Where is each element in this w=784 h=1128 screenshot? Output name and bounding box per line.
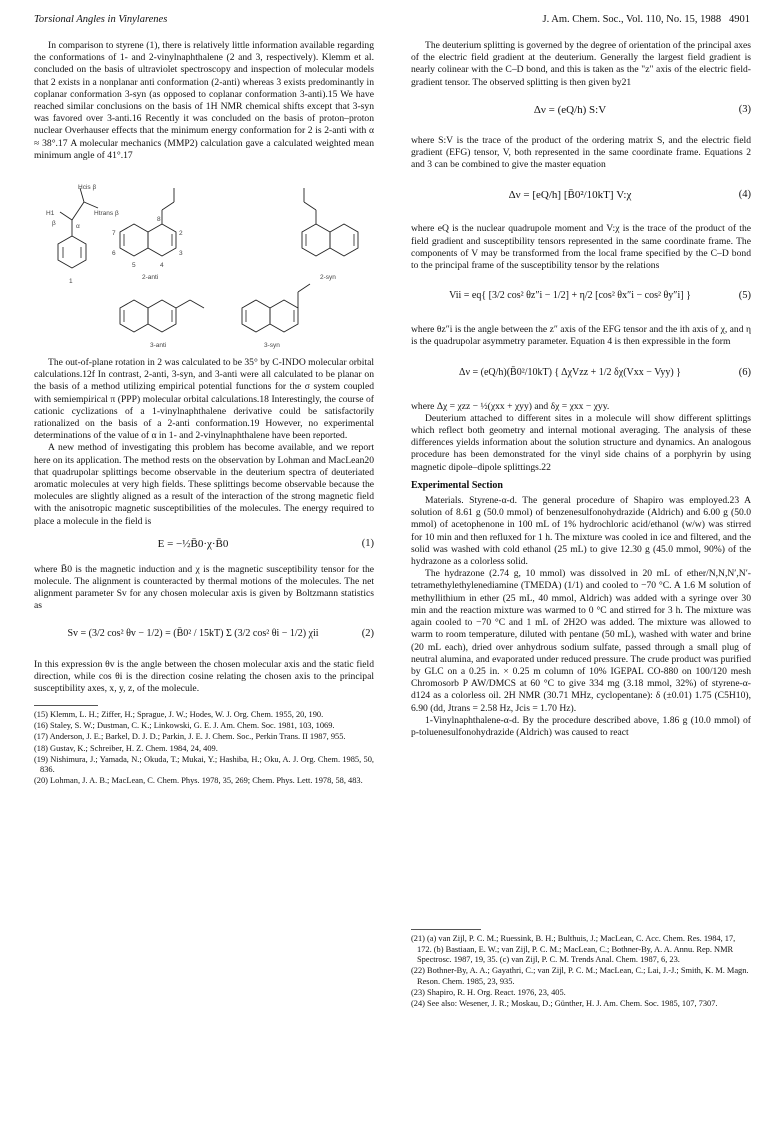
caption-2-syn: 2-syn	[320, 274, 336, 282]
section-heading: Experimental Section	[411, 479, 503, 491]
caption-3-syn: 3-syn	[264, 342, 280, 350]
paragraph: A new method of investigating this problem has become available, and we report here on its application. The method rests on the observation by Lohman and MacLean20 that quadrupolar splittings become observable in the deuterium spectra of deuteriated aromatic molecules at very high fields. These splittings become observable because the molecules are slightly aligned as a result of the interaction of the strong magnetic field with the anisotropic magnetic susceptibilities of the molecules. The energy required to place a molecule in the field is	[34, 442, 374, 527]
paragraph: Deuterium attached to different sites in a molecule will show different splittings which reflect both geometry and internal motional averaging. The analysis of these differences yields information about the solution structure and dynamics. An analogous procedure has been demonstrated for the vinyl side chains of a porphyrin by using magnetic dipole–dipole splittings.22	[411, 412, 751, 473]
paragraph: where S:V is the trace of the product of the ordering matrix S, and the electric field gradient (EFG) tensor, V, both represented in the same coordinate frame. Equations 2 and 3 can be combined to give the master equation	[411, 134, 751, 171]
label-7: 7	[112, 230, 116, 238]
journal-citation: J. Am. Chem. Soc., Vol. 110, No. 15, 1988 4901	[542, 14, 750, 25]
paragraph: where Δχ = χzz − ½(χxx + χyy) and δχ = χxx − χyy.	[411, 400, 610, 412]
footnote: (22) Bothner-By, A. A.; Gayathri, C.; van Zijl, P. C. M.; MacLean, C.; Lai, J.-J.; Smith, K. M. Magn. Reson. Chem. 1985, 23, 935.	[411, 966, 749, 986]
right-column	[411, 40, 751, 739]
page-number: 4901	[729, 14, 750, 25]
footnote: (21) (a) van Zijl, P. C. M.; Ruessink, B. H.; Bulthuis, J.; MacLean, C. Acc. Chem. Res. 1984, 17, 172. (b) Bastiaan, E. W.; van Zijl, P. C. M.; MacLean, C.; Bothner-By, A. A. Annu. Rep. NMR Spectrosc. 1987, 19, 35. (c) van Zijl, P. C. M. Trends Anal. Chem. 1987, 6, 23.	[411, 934, 736, 965]
equation-expression: E = −½B̄0·χ·B̄0	[157, 537, 229, 550]
equation-expression: Δν = (eQ/h) S:V	[533, 103, 607, 116]
footnote-rule	[34, 705, 98, 706]
equation-6	[411, 354, 751, 396]
label-h-cis: Hcis β	[78, 184, 97, 192]
label-5: 5	[132, 262, 136, 270]
equation-expression: Δν = [eQ/h] [B̄0²/10kT] V:χ	[508, 189, 632, 202]
footnote: (24) See also: Wesener, J. R.; Moskau, D.; Günther, H. J. Am. Chem. Soc. 1985, 107, 7307.	[411, 999, 718, 1009]
footnotes-right	[411, 929, 751, 1010]
equation-expression: Vii = eq{ [3/2 cos² θz″i − 1/2] + η/2 [cos² θx″i − cos² θy″i] }	[449, 290, 691, 302]
caption-3-anti: 3-anti	[150, 342, 167, 350]
paragraph: Materials. Styrene-α-d. The general procedure of Shapiro was employed.23 A solution of 8.61 g (50.0 mmol) of benzenesulfonohydrazide (Aldrich) and 6.00 g (50.0 mmol) of acetophenone in 100 mL of 1% hydrochloric acid/ethanol (w/w) was stirred for 10 min and then refluxed for 1 h. The mixture was cooled in ice and filtered, and the solid was washed with cold ethanol (25 mL) to give 12.30 g (45.0 mmol, 90%) of the hydrazone as a colorless solid.	[411, 495, 751, 568]
paragraph: where eQ is the nuclear quadrupole moment and V:χ is the trace of the product of the field gradient and susceptibility tensors represented in the same coordinate frame. The components of V may be transformed from the local frame specified by the C–D bond to the principal frame of the susceptibility tensor by the relations	[411, 223, 751, 272]
footnote: (15) Klemm, L. H.; Ziffer, H.; Sprague, J. W.; Hodes, W. J. Org. Chem. 1955, 20, 190.	[34, 710, 324, 720]
label-beta: β	[52, 220, 56, 228]
equation-1	[34, 533, 374, 559]
paragraph: 1-Vinylnaphthalene-α-d. By the procedure described above, 1.86 g (10.0 mmol) of p-toluenesulfonohydrazide (Aldrich) was caused to react	[411, 714, 751, 738]
paragraph: where θz″i is the angle between the z″ axis of the EFG tensor and the ith axis of χ, and η is the quadrupolar asymmetry parameter. Equation 4 is then expressible in the form	[411, 324, 751, 348]
footnote: (20) Lohman, J. A. B.; MacLean, C. Chem. Phys. 1978, 35, 269; Chem. Phys. Lett. 1978, 58, 483.	[34, 776, 363, 786]
label-3: 3	[179, 250, 183, 258]
footnote-rule	[411, 929, 481, 930]
paragraph: The hydrazone (2.74 g, 10 mmol) was dissolved in 20 mL of ether/N,N,N′,N′-tetramethylethylenediamine (TMEDA) (1/1) and cooled to −70 °C. A 1.6 M solution of methyllithium in ether (25 mL, 40 mmol, Aldrich) was added with a syringe over 30 min and the reaction mixture was warmed to 0 °C and stirred for 3 h. The mixture was again cooled to −70 °C and 1 mL of 2H2O was added. The mixture was allowed to warm to room temperature, diluted with pentane (50 mL), washed with water and brine (20 mL each), dried over anhydrous sodium sulfate, passed through a small plug of neutral alumina, and evaporated under reduced pressure. The crude product was purified by GLC on a 0.25 in. × 0.25 m column of 10% IGEPAL CO-880 on 100/120 mesh Chromosorb P AW/DMCS at 60 °C to give 334 mg (3.18 mmol, 32%) of styrene-α-d124 as a colorless oil. 2H NMR (30.71 MHz, cyclopentane): δ (±0.01) 1.75 (C5H10), 6.90 (dd, Jtrans = 2.58 Hz, Jcis = 1.70 Hz).	[411, 568, 751, 714]
footnote: (17) Anderson, J. E.; Barkel, D. J. D.; Parkin, J. E. J. Chem. Soc., Perkin Trans. II 1987, 955.	[34, 732, 346, 742]
chemical-structures-drawing	[34, 168, 374, 353]
paragraph: where B̄0 is the magnetic induction and χ is the magnetic susceptibility tensor for the molecule. The alignment is counteracted by thermal motions of the molecules. The net alignment parameter Sv for any chosen molecular axis is given by Boltzmann statistics as	[34, 563, 374, 612]
equation-expression: Δν = (eQ/h)(B̄0²/10kT) { ΔχVzz + 1/2 δχ(Vxx − Vyy) }	[459, 366, 681, 378]
label-h1: H1	[46, 210, 55, 218]
equation-number: (5)	[738, 290, 751, 302]
equation-number: (6)	[738, 366, 751, 378]
caption-2-anti: 2-anti	[142, 274, 159, 282]
label-8: 8	[157, 216, 161, 224]
equation-number: (3)	[738, 103, 751, 115]
equation-2	[34, 618, 374, 654]
running-title: Torsional Angles in Vinylarenes	[34, 14, 168, 25]
paragraph: The out-of-plane rotation in 2 was calculated to be 35° by C-INDO molecular orbital calculations.12f In contrast, 2-anti, 3-syn, and 3-anti were all calculated to be planar on the basis of a method utilizing empirical potential functions for the σ system coupled with semiempirical π (PPP) molecular orbital calculations.18 Interestingly, the course of cationic cyclizations of a 1-vinylnaphthalene derivative could be satisfactorily rationalized on the basis of a 2-anti conformation.19 However, no experimental determinations of the value of α in 1- and 2-vinylnaphthalene have been reported.	[34, 357, 374, 442]
footnotes-left	[34, 710, 374, 787]
footnote: (18) Gustav, K.; Schreiber, H. Z. Chem. 1984, 24, 409.	[34, 743, 218, 753]
footnote: (23) Shapiro, R. H. Org. React. 1976, 23, 405.	[411, 987, 566, 997]
paragraph: The deuterium splitting is governed by the degree of orientation of the principal axes of the electric field gradient at the deuterium. Generally the largest field gradient is nearly colinear with the C–D bond, and this is taken as the "z" axis of the electric field-gradient tensor. The observed splitting is then given by21	[411, 40, 751, 88]
equation-4	[411, 176, 751, 218]
paragraph: In this expression θv is the angle between the chosen molecular axis and the static field direction, while cos θi is the direction cosine relating the chosen axis to the principal susceptibility axes, x, y, z, of the molecule.	[34, 658, 374, 695]
equation-number: (1)	[361, 537, 374, 549]
footnote: (19) Nishimura, J.; Yamada, N.; Okuda, T.; Mukai, Y.; Hashiba, H.; Oku, A. J. Org. Chem. 1985, 50, 836.	[34, 754, 374, 775]
equation-number: (4)	[738, 189, 751, 201]
left-column	[34, 40, 374, 787]
label-4: 4	[160, 262, 164, 270]
label-h-trans: Htrans β	[94, 210, 119, 218]
label-6: 6	[112, 250, 116, 258]
equation-5	[411, 277, 751, 319]
caption-1: 1	[69, 278, 73, 286]
structures-figure	[34, 168, 374, 353]
equation-3	[411, 94, 751, 130]
equation-number: (2)	[361, 627, 374, 639]
equation-expression: Sv = (3/2 cos² θv − 1/2) = (B̄0² / 15kT) Σ (3/2 cos² θi − 1/2) χii	[67, 627, 319, 639]
label-alpha: α	[76, 223, 80, 231]
paragraph: In comparison to styrene (1), there is relatively little information available regarding the conformations of 1- and 2-vinylnaphthalene (2 and 3, respectively). Klemm et al. concluded on the basis of ultraviolet spectroscopy and inspection of molecular models that 2 exists in a nonplanar anti conformation (2-anti) whereas 3 exists predominantly in coplanar conformation 3-syn (as opposed to coplanar conformation 3-anti).15 We have reached similar conclusions on the basis of 1H NMR chemical shifts except that 3-syn was favored over 3-anti.16 Recently it was concluded on the basis of proton–proton nuclear Overhauser effects that the minimum energy conformation for 2 is 2-anti with α ≈ 38°.17 A molecular mechanics (MMP2) calculation gave a calculated weighted mean minimum angle of 41°.17	[34, 40, 374, 161]
label-2: 2	[179, 230, 183, 238]
footnote: (16) Staley, S. W.; Dustman, C. K.; Linkowski, G. E. J. Am. Chem. Soc. 1981, 103, 1069.	[34, 721, 335, 731]
